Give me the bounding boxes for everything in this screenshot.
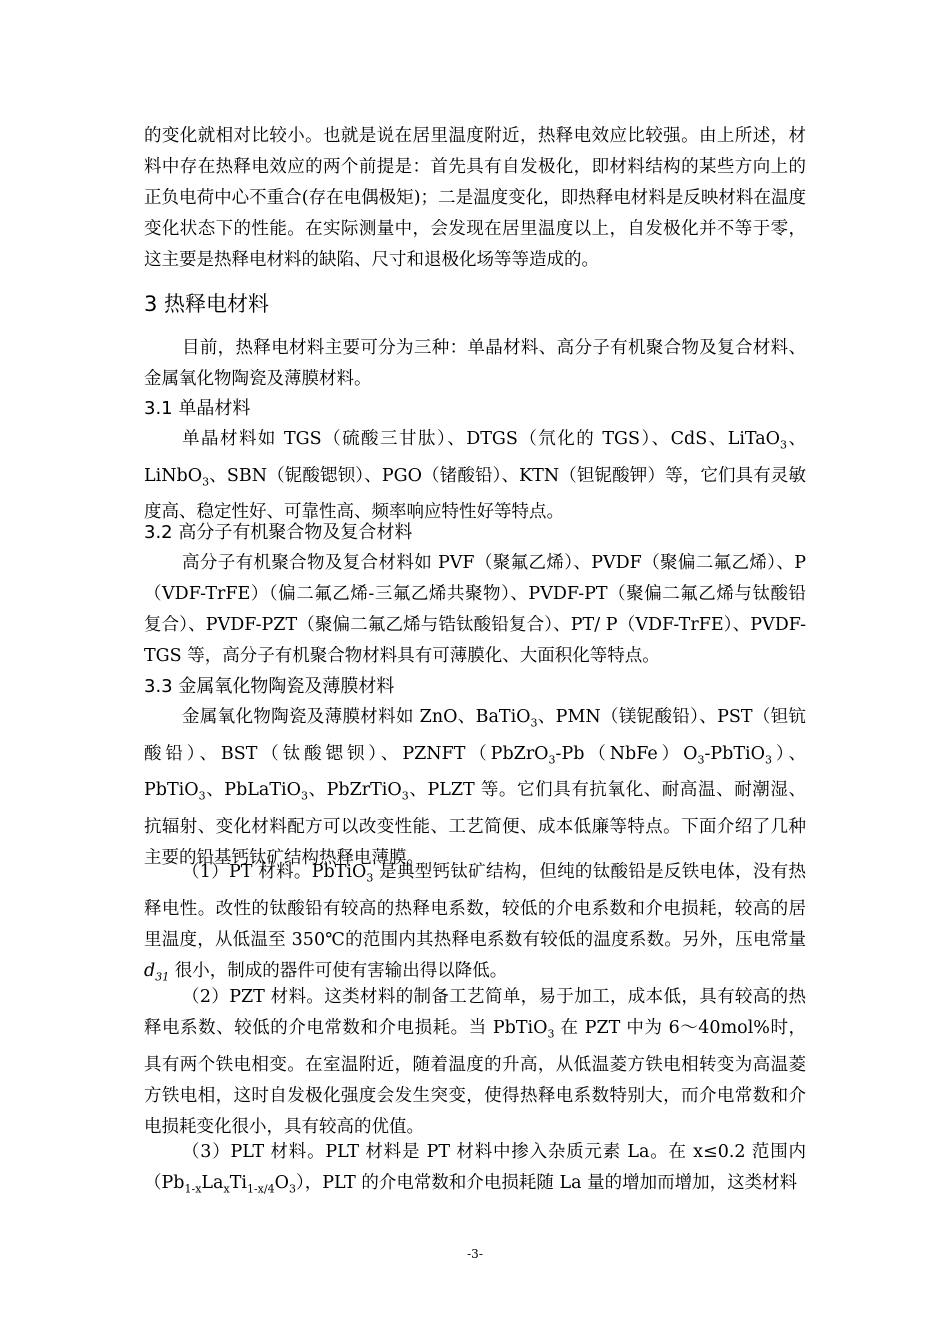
- paragraph-pzt-material: [144, 982, 806, 1143]
- paragraph-material-types: [144, 333, 806, 395]
- paragraph-polymer: [144, 548, 806, 672]
- section-heading-3-2: 3.2 高分子有机聚合物及复合材料: [144, 522, 413, 543]
- paragraph-text: （2）PZT 材料。这类材料的制备工艺简单，易于加工，成本低，具有较高的热释电系数、较低的介电常数和介电损耗。当 PbTiO$_3$ 在 PZT 中为 6～40mol%时，具有两个铁电相变。在室温附近，随着温度的升高，从低温菱方铁电相转变为高温菱方铁电相，这时自发极化强度会发生突变，使得热释电系数特别大，而介电常数和介电损耗变化很小，具有较高的优值。: [144, 987, 807, 1137]
- paragraph-text: （1）PT 材料。PbTiO$_3$ 是典型钙钛矿结构，但纯的钛酸铅是反铁电体，没有热释电性。改性的钛酸铅有较高的热释电系数，较低的介电系数和介电损耗，较高的居里温度，从低温至 350℃的范围内其热释电系数有较低的温度系数。另外，压电常量 $d_{31}$ 很小，制成的器件可使有害输出得以降低。: [144, 862, 806, 983]
- paragraph-text: （3）PLT 材料。PLT 材料是 PT 材料中掺入杂质元素 La。在 x≤0.2 范围内$(Pb_{1-x}La_xTi_{1-x/4}O_3)$，PLT 的介电常数和介电损耗随 La 量的增加而增加，这类材料: [144, 1142, 806, 1196]
- section-heading-3-1: 3.1 单晶材料: [144, 398, 251, 419]
- paragraph-text: 的变化就相对比较小。也就是说在居里温度附近，热释电效应比较强。由上所述，材料中存在热释电效应的两个前提是：首先具有自发极化，即材料结构的某些方向上的正负电荷中心不重合(存在电偶极矩)；二是温度变化，即热释电材料是反映材料在温度变化状态下的性能。在实际测量中，会发现在居里温度以上，自发极化并不等于零，这主要是热释电材料的缺陷、尺寸和退极化场等等造成的。: [144, 126, 806, 270]
- paragraph-metal-oxide: [144, 702, 806, 874]
- paragraph-curie-intro: [144, 121, 806, 276]
- paragraph-text: 单晶材料如 TGS（硫酸三甘肽）、DTGS（氘化的 TGS）、CdS、LiTaO$_3$、LiNbO$_3$、SBN（铌酸锶钡）、PGO（锗酸铅）、KTN（钽铌酸钾）等，它们具有灵敏度高、稳定性好、可靠性高、频率响应特性好等特点。: [144, 429, 807, 522]
- paragraph-plt-material: [144, 1137, 806, 1205]
- paragraph-text: 高分子有机聚合物及复合材料如 PVF（聚氟乙烯）、PVDF（聚偏二氟乙烯）、P（VDF-TrFE）（偏二氟乙烯-三氟乙烯共聚物）、PVDF-PT（聚偏二氟乙烯与钛酸铅复合）、PVDF-PZT（聚偏二氟乙烯与锆钛酸铅复合）、PT/ P（VDF-TrFE）、PVDF-TGS 等，高分子有机聚合物材料具有可薄膜化、大面积化等特点。: [144, 553, 806, 666]
- paragraph-text: 目前，热释电材料主要可分为三种：单晶材料、高分子有机聚合物及复合材料、金属氧化物陶瓷及薄膜材料。: [144, 338, 806, 389]
- section-heading-3-3: 3.3 金属氧化物陶瓷及薄膜材料: [144, 676, 395, 697]
- paragraph-single-crystal: [144, 424, 806, 528]
- paragraph-text: 金属氧化物陶瓷及薄膜材料如 ZnO、BaTiO$_3$、PMN（镁铌酸铅）、PST（钽钪酸铅）、BST（钛酸锶钡）、$PZNFT(PbZrO_3-Pb(NbFe)O_3-PbTiO_3)$、PbTiO$_3$、PbLaTiO$_3$、PbZrTiO$_3$、PLZT 等。它们具有抗氧化、耐高温、耐潮湿、抗辐射、变化材料配方可以改变性能、工艺简便、成本低廉等特点。下面介绍了几种主要的铅基钙钛矿结构热释电薄膜。: [144, 707, 807, 868]
- section-heading-3: 3 热释电材料: [144, 292, 270, 316]
- paragraph-pt-material: [144, 857, 806, 992]
- page-number: -3-: [467, 1247, 483, 1261]
